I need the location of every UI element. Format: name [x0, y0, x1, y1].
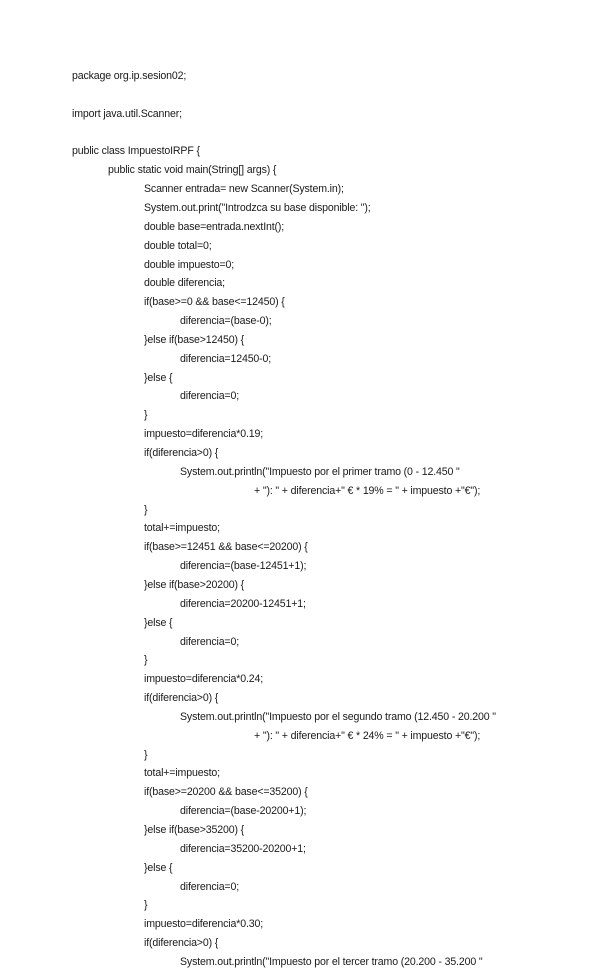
code-line: if(diferencia>0) { [144, 692, 219, 705]
code-line: total+=impuesto; [144, 767, 220, 780]
code-line: System.out.println("Impuesto por el primer tramo (0 - 12.450 " [180, 465, 460, 478]
code-line: import java.util.Scanner; [72, 107, 182, 120]
code-line: diferencia=(base-0); [180, 315, 272, 328]
code-line: } [144, 899, 148, 912]
code-line: impuesto=diferencia*0.19; [144, 428, 264, 441]
code-line: }else { [144, 861, 173, 874]
code-line: if(diferencia>0) { [144, 447, 219, 459]
code-line: Scanner entrada= new Scanner(System.in); [144, 183, 344, 196]
code-line: double diferencia; [144, 277, 225, 290]
code-line: double total=0; [144, 239, 212, 252]
code-line: System.out.println("Impuesto por el segundo tramo (12.450 - 20.200 " [180, 710, 496, 723]
code-line: impuesto=diferencia*0.30; [144, 918, 264, 931]
code-line: public static void main(String[] args) { [108, 164, 277, 177]
code-line: if(base>=12451 && base<=20200) { [144, 541, 308, 554]
code-line: System.out.println("Impuesto por el tercer tramo (20.200 - 35.200 " [180, 955, 483, 968]
code-line: }else { [144, 616, 173, 629]
code-line: + "): " + diferencia+" € * 19% = " + impuesto +"€"); [254, 484, 481, 497]
code-line: public class ImpuestoIRPF { [72, 145, 200, 158]
code-line: total+=impuesto; [144, 522, 220, 535]
code-line: diferencia=12450-0; [180, 352, 272, 365]
code-line: if(base>=20200 && base<=35200) { [144, 786, 308, 799]
code-line: diferencia=(base-20200+1); [180, 805, 307, 818]
code-line: impuesto=diferencia*0.24; [144, 673, 264, 686]
code-line: diferencia=0; [180, 390, 240, 403]
code-line: diferencia=0; [180, 635, 240, 648]
code-line: package org.ip.sesion02; [72, 70, 187, 82]
code-line: diferencia=0; [180, 880, 240, 893]
code-line: if(base>=0 && base<=12450) { [144, 296, 285, 309]
code-line: double impuesto=0; [144, 258, 235, 271]
code-line: }else { [144, 371, 173, 384]
code-line: } [144, 409, 148, 422]
code-line: diferencia=(base-12451+1); [180, 560, 307, 573]
code-line: + "): " + diferencia+" € * 24% = " + impuesto +"€"); [254, 729, 481, 742]
code-line: if(diferencia>0) { [144, 937, 219, 950]
code-line: diferencia=20200-12451+1; [180, 597, 306, 610]
code-line: } [144, 748, 148, 761]
code-line: }else if(base>35200) { [144, 824, 245, 836]
code-line: diferencia=35200-20200+1; [180, 842, 306, 855]
code-line: System.out.print("Introdzca su base disponible: "); [144, 201, 371, 214]
code-line: double base=entrada.nextInt(); [144, 220, 285, 233]
code-line: } [144, 503, 148, 516]
code-line: } [144, 654, 148, 667]
code-line: }else if(base>20200) { [144, 578, 245, 591]
code-line: }else if(base>12450) { [144, 333, 245, 346]
